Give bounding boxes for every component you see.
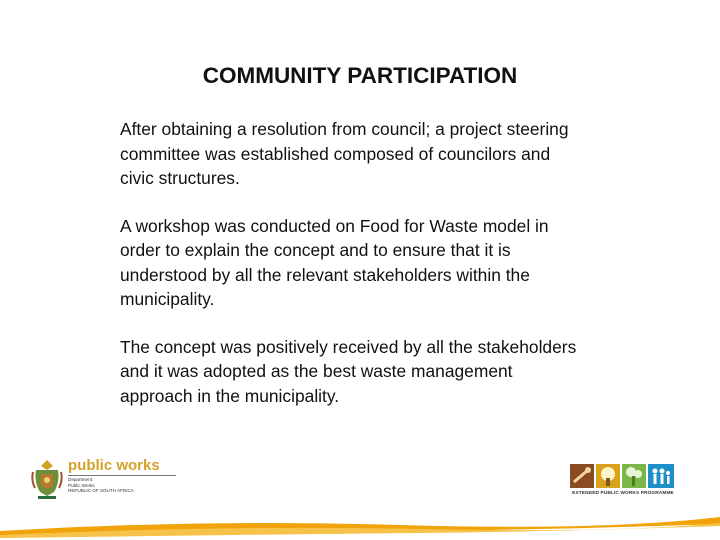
paragraph-line: committee was established composed of councilors and xyxy=(120,143,551,164)
public-works-logo xyxy=(30,458,160,500)
epwp-icon xyxy=(568,462,678,490)
epwp-logo xyxy=(568,462,678,500)
paragraph-line: approach in the municipality. xyxy=(120,385,340,406)
paragraph-line: municipality. xyxy=(120,289,215,309)
paragraph-line: After obtaining a resolution from council; a project steering xyxy=(120,119,569,139)
paragraph-line: A workshop was conducted on Food for Waste model in xyxy=(120,215,549,236)
footer-swoosh xyxy=(0,505,720,540)
slide-title: COMMUNITY PARTICIPATION xyxy=(202,63,518,88)
slide-body xyxy=(120,117,665,431)
paragraph-line: understood by all the relevant stakeholders within the xyxy=(120,264,530,285)
paragraph-1 xyxy=(120,117,665,191)
coat-of-arms-icon xyxy=(30,458,64,500)
divider xyxy=(68,475,176,476)
paragraph-line: order to explain the concept and to ensure that it is xyxy=(120,240,511,260)
paragraph-line: The concept was positively received by all the stakeholders xyxy=(120,336,577,357)
public-works-text xyxy=(68,458,176,494)
department-name: Public Works xyxy=(68,482,95,488)
paragraph-3 xyxy=(120,335,665,409)
country-name: REPUBLIC OF SOUTH AFRICA xyxy=(68,488,134,494)
paragraph-line: civic structures. xyxy=(120,168,240,188)
public-works-name: public works xyxy=(68,457,160,474)
paragraph-2 xyxy=(120,214,665,312)
department-label: Department: xyxy=(68,477,94,482)
epwp-name: EXTENDED PUBLIC WORKS PROGRAMME xyxy=(572,491,674,496)
paragraph-line: and it was adopted as the best waste management xyxy=(120,361,513,381)
